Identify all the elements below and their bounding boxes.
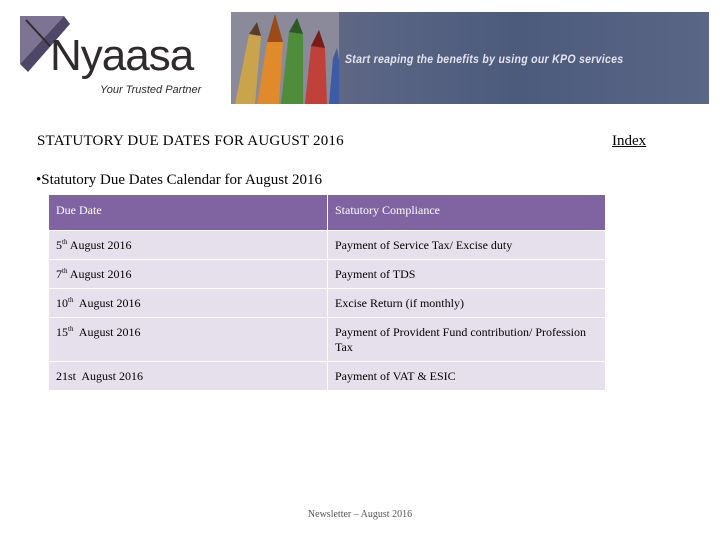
compliance-cell: Excise Return (if monthly) (328, 289, 606, 318)
table-header-row (49, 195, 606, 231)
logo-tagline: Your Trusted Partner (100, 84, 202, 96)
compliance-cell: Payment of Provident Fund contribution/ Profession Tax (328, 318, 606, 362)
index-link[interactable]: Index (612, 133, 647, 149)
table-row (49, 362, 606, 391)
table-row (49, 318, 606, 362)
due-date-cell: 21st August 2016 (49, 362, 328, 391)
compliance-cell: Payment of TDS (328, 260, 606, 289)
banner-tagline: Start reaping the benefits by using our KPO services (345, 52, 624, 66)
bullet-text: Statutory Due Dates Calendar for August 2016 (41, 172, 323, 188)
logo-wordmark: Nyaasa (50, 31, 194, 80)
table-row (49, 231, 606, 260)
compliance-cell: Payment of Service Tax/ Excise duty (328, 231, 606, 260)
compliance-cell: Payment of VAT & ESIC (328, 362, 606, 391)
due-date-cell: 7th August 2016 (49, 260, 328, 289)
calendar-bullet (36, 172, 322, 189)
due-dates-table (48, 194, 606, 391)
compliance-header: Statutory Compliance (328, 195, 606, 231)
nyaasa-logo (12, 12, 217, 104)
due-date-header: Due Date (49, 195, 328, 231)
newsletter-footer: Newsletter – August 2016 (307, 509, 413, 520)
due-date-cell: 5th August 2016 (49, 231, 328, 260)
table-row (49, 289, 606, 318)
due-date-cell: 10th August 2016 (49, 289, 328, 318)
due-date-cell: 15th August 2016 (49, 318, 328, 362)
kpo-banner (231, 12, 709, 104)
bullet-icon: • (36, 172, 42, 188)
page-title: STATUTORY DUE DATES FOR AUGUST 2016 (37, 133, 344, 149)
table-row (49, 260, 606, 289)
